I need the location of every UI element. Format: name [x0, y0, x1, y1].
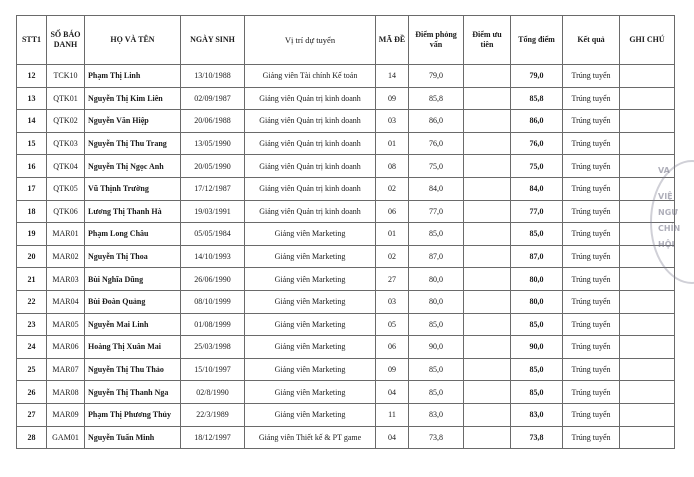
cell-stt: 22 [17, 290, 47, 313]
cell-tong-diem: 86,0 [511, 110, 563, 133]
cell-ghi-chu [620, 290, 675, 313]
cell-so-bao-danh: MAR06 [47, 336, 85, 359]
table-row [17, 110, 675, 133]
cell-tong-diem: 85,0 [511, 313, 563, 336]
cell-ket-qua: Trúng tuyển [563, 200, 620, 223]
cell-ngay-sinh: 17/12/1987 [181, 177, 245, 200]
cell-ngay-sinh: 22/3/1989 [181, 403, 245, 426]
cell-ma-de: 09 [376, 87, 409, 110]
cell-stt: 23 [17, 313, 47, 336]
table-row [17, 290, 675, 313]
cell-ho-va-ten: Nguyễn Mai Linh [85, 313, 181, 336]
cell-diem-uu-tien [464, 155, 511, 178]
cell-diem-uu-tien [464, 177, 511, 200]
header-so-bao-danh: SỐ BÁO DANH [47, 16, 85, 65]
cell-vi-tri: Giảng viên Quản trị kinh doanh [245, 132, 376, 155]
cell-ngay-sinh: 14/10/1993 [181, 245, 245, 268]
cell-ghi-chu [620, 381, 675, 404]
table-row [17, 223, 675, 246]
cell-ma-de: 27 [376, 268, 409, 291]
cell-ho-va-ten: Nguyễn Thị Thoa [85, 245, 181, 268]
cell-diem-phong-van: 85,8 [409, 87, 464, 110]
results-table [16, 15, 675, 449]
cell-ma-de: 08 [376, 155, 409, 178]
cell-ngay-sinh: 13/10/1988 [181, 65, 245, 88]
table-row [17, 200, 675, 223]
cell-ket-qua: Trúng tuyển [563, 65, 620, 88]
cell-ma-de: 04 [376, 381, 409, 404]
cell-ngay-sinh: 20/05/1990 [181, 155, 245, 178]
header-row [17, 16, 675, 65]
table-row [17, 313, 675, 336]
cell-so-bao-danh: QTK01 [47, 87, 85, 110]
cell-so-bao-danh: MAR04 [47, 290, 85, 313]
cell-ho-va-ten: Nguyễn Văn Hiệp [85, 110, 181, 133]
header-ma-de: MÃ ĐỀ [376, 16, 409, 65]
cell-stt: 26 [17, 381, 47, 404]
cell-ket-qua: Trúng tuyển [563, 336, 620, 359]
seal-text-line: VA [658, 166, 670, 175]
cell-ho-va-ten: Nguyễn Tuấn Minh [85, 426, 181, 449]
cell-stt: 15 [17, 132, 47, 155]
table-row [17, 177, 675, 200]
cell-diem-phong-van: 77,0 [409, 200, 464, 223]
table-row [17, 358, 675, 381]
cell-diem-uu-tien [464, 110, 511, 133]
cell-ngay-sinh: 26/06/1990 [181, 268, 245, 291]
cell-vi-tri: Giảng viên Marketing [245, 403, 376, 426]
cell-ket-qua: Trúng tuyển [563, 132, 620, 155]
cell-ghi-chu [620, 65, 675, 88]
cell-diem-uu-tien [464, 245, 511, 268]
cell-ho-va-ten: Bùi Nghĩa Dũng [85, 268, 181, 291]
cell-so-bao-danh: QTK02 [47, 110, 85, 133]
cell-tong-diem: 79,0 [511, 65, 563, 88]
cell-diem-uu-tien [464, 268, 511, 291]
cell-ho-va-ten: Nguyễn Thị Thu Thảo [85, 358, 181, 381]
cell-tong-diem: 80,0 [511, 290, 563, 313]
cell-stt: 19 [17, 223, 47, 246]
cell-vi-tri: Giảng viên Marketing [245, 313, 376, 336]
cell-ho-va-ten: Phạm Thị Linh [85, 65, 181, 88]
cell-stt: 28 [17, 426, 47, 449]
cell-ghi-chu [620, 358, 675, 381]
cell-vi-tri: Giảng viên Quản trị kinh doanh [245, 200, 376, 223]
cell-stt: 12 [17, 65, 47, 88]
cell-diem-uu-tien [464, 336, 511, 359]
cell-ho-va-ten: Nguyễn Thị Ngọc Anh [85, 155, 181, 178]
cell-ho-va-ten: Nguyễn Thị Thu Trang [85, 132, 181, 155]
cell-stt: 21 [17, 268, 47, 291]
cell-vi-tri: Giảng viên Quản trị kinh doanh [245, 87, 376, 110]
cell-ngay-sinh: 20/06/1988 [181, 110, 245, 133]
cell-ket-qua: Trúng tuyển [563, 87, 620, 110]
cell-diem-uu-tien [464, 200, 511, 223]
cell-tong-diem: 84,0 [511, 177, 563, 200]
cell-diem-phong-van: 85,0 [409, 358, 464, 381]
table-row [17, 268, 675, 291]
cell-vi-tri: Giảng viên Marketing [245, 336, 376, 359]
cell-vi-tri: Giảng viên Quản trị kinh doanh [245, 177, 376, 200]
cell-ngay-sinh: 02/09/1987 [181, 87, 245, 110]
cell-diem-phong-van: 87,0 [409, 245, 464, 268]
header-stt: STT1 [17, 16, 47, 65]
cell-ket-qua: Trúng tuyển [563, 223, 620, 246]
cell-ghi-chu [620, 426, 675, 449]
cell-so-bao-danh: MAR05 [47, 313, 85, 336]
cell-so-bao-danh: QTK03 [47, 132, 85, 155]
cell-vi-tri: Giảng viên Marketing [245, 358, 376, 381]
cell-vi-tri: Giảng viên Thiết kế & PT game [245, 426, 376, 449]
cell-tong-diem: 85,0 [511, 223, 563, 246]
cell-stt: 13 [17, 87, 47, 110]
cell-so-bao-danh: QTK06 [47, 200, 85, 223]
cell-ma-de: 01 [376, 132, 409, 155]
header-ngay-sinh: NGÀY SINH [181, 16, 245, 65]
table-row [17, 381, 675, 404]
table-body [17, 65, 675, 449]
cell-stt: 20 [17, 245, 47, 268]
cell-ma-de: 02 [376, 245, 409, 268]
cell-stt: 18 [17, 200, 47, 223]
cell-vi-tri: Giảng viên Marketing [245, 223, 376, 246]
cell-so-bao-danh: MAR02 [47, 245, 85, 268]
cell-ma-de: 04 [376, 426, 409, 449]
cell-ket-qua: Trúng tuyển [563, 381, 620, 404]
cell-ho-va-ten: Nguyễn Thị Thanh Nga [85, 381, 181, 404]
cell-ho-va-ten: Phạm Thị Phương Thủy [85, 403, 181, 426]
cell-vi-tri: Giảng viên Quản trị kinh doanh [245, 155, 376, 178]
cell-ghi-chu [620, 110, 675, 133]
cell-diem-phong-van: 86,0 [409, 110, 464, 133]
cell-so-bao-danh: MAR09 [47, 403, 85, 426]
cell-ghi-chu [620, 132, 675, 155]
table-row [17, 245, 675, 268]
cell-diem-phong-van: 80,0 [409, 268, 464, 291]
cell-diem-phong-van: 83,0 [409, 403, 464, 426]
cell-vi-tri: Giảng viên Tài chính Kế toán [245, 65, 376, 88]
table-row [17, 87, 675, 110]
cell-ngay-sinh: 18/12/1997 [181, 426, 245, 449]
cell-stt: 14 [17, 110, 47, 133]
cell-ket-qua: Trúng tuyển [563, 426, 620, 449]
cell-ket-qua: Trúng tuyển [563, 177, 620, 200]
cell-vi-tri: Giảng viên Marketing [245, 268, 376, 291]
table-row [17, 336, 675, 359]
cell-ket-qua: Trúng tuyển [563, 358, 620, 381]
cell-ngay-sinh: 25/03/1998 [181, 336, 245, 359]
cell-ghi-chu [620, 336, 675, 359]
cell-ho-va-ten: Phạm Long Châu [85, 223, 181, 246]
cell-vi-tri: Giảng viên Quản trị kinh doanh [245, 110, 376, 133]
cell-ma-de: 03 [376, 290, 409, 313]
cell-tong-diem: 75,0 [511, 155, 563, 178]
cell-diem-uu-tien [464, 223, 511, 246]
cell-so-bao-danh: MAR07 [47, 358, 85, 381]
cell-ma-de: 06 [376, 336, 409, 359]
seal-text-line: NGƯ [658, 208, 678, 217]
header-diem-phong-van: Điểm phỏng vấn [409, 16, 464, 65]
cell-diem-phong-van: 84,0 [409, 177, 464, 200]
cell-ma-de: 02 [376, 177, 409, 200]
cell-ma-de: 01 [376, 223, 409, 246]
cell-stt: 17 [17, 177, 47, 200]
header-ghi-chu: GHI CHÚ [620, 16, 675, 65]
cell-ma-de: 09 [376, 358, 409, 381]
table-row [17, 426, 675, 449]
cell-tong-diem: 83,0 [511, 403, 563, 426]
cell-tong-diem: 85,0 [511, 381, 563, 404]
seal-text-line: HỘI [658, 240, 675, 249]
seal-text-line: CHÍN [658, 224, 681, 233]
cell-ma-de: 06 [376, 200, 409, 223]
cell-ngay-sinh: 19/03/1991 [181, 200, 245, 223]
cell-diem-uu-tien [464, 290, 511, 313]
cell-diem-uu-tien [464, 132, 511, 155]
cell-ma-de: 03 [376, 110, 409, 133]
cell-ngay-sinh: 15/10/1997 [181, 358, 245, 381]
cell-diem-uu-tien [464, 403, 511, 426]
table-row [17, 155, 675, 178]
cell-tong-diem: 85,8 [511, 87, 563, 110]
cell-so-bao-danh: QTK05 [47, 177, 85, 200]
cell-ho-va-ten: Hoàng Thị Xuân Mai [85, 336, 181, 359]
cell-diem-phong-van: 80,0 [409, 290, 464, 313]
cell-ho-va-ten: Vũ Thịnh Trường [85, 177, 181, 200]
header-diem-uu-tien: Điểm ưu tiên [464, 16, 511, 65]
cell-tong-diem: 73,8 [511, 426, 563, 449]
header-ho-va-ten: HỌ VÀ TÊN [85, 16, 181, 65]
table-row [17, 132, 675, 155]
cell-diem-uu-tien [464, 381, 511, 404]
cell-so-bao-danh: MAR08 [47, 381, 85, 404]
cell-ket-qua: Trúng tuyển [563, 313, 620, 336]
cell-diem-phong-van: 75,0 [409, 155, 464, 178]
cell-so-bao-danh: MAR01 [47, 223, 85, 246]
cell-ma-de: 05 [376, 313, 409, 336]
cell-diem-phong-van: 85,0 [409, 381, 464, 404]
cell-so-bao-danh: MAR03 [47, 268, 85, 291]
cell-ngay-sinh: 05/05/1984 [181, 223, 245, 246]
cell-diem-phong-van: 85,0 [409, 313, 464, 336]
cell-diem-phong-van: 79,0 [409, 65, 464, 88]
cell-ket-qua: Trúng tuyển [563, 268, 620, 291]
cell-tong-diem: 77,0 [511, 200, 563, 223]
cell-stt: 25 [17, 358, 47, 381]
cell-ho-va-ten: Nguyễn Thị Kim Liên [85, 87, 181, 110]
cell-so-bao-danh: GAM01 [47, 426, 85, 449]
cell-stt: 24 [17, 336, 47, 359]
table-row [17, 403, 675, 426]
cell-ket-qua: Trúng tuyển [563, 245, 620, 268]
cell-diem-phong-van: 90,0 [409, 336, 464, 359]
cell-tong-diem: 85,0 [511, 358, 563, 381]
cell-diem-uu-tien [464, 87, 511, 110]
header-vi-tri: Vị trí dự tuyển [245, 16, 376, 65]
seal-text-line: VIỆ [658, 192, 673, 201]
cell-ma-de: 14 [376, 65, 409, 88]
cell-stt: 16 [17, 155, 47, 178]
cell-ghi-chu [620, 313, 675, 336]
cell-diem-phong-van: 73,8 [409, 426, 464, 449]
cell-ket-qua: Trúng tuyển [563, 110, 620, 133]
cell-ngay-sinh: 02/8/1990 [181, 381, 245, 404]
cell-diem-uu-tien [464, 65, 511, 88]
cell-tong-diem: 76,0 [511, 132, 563, 155]
header-ket-qua: Kết quả [563, 16, 620, 65]
cell-diem-phong-van: 76,0 [409, 132, 464, 155]
cell-tong-diem: 90,0 [511, 336, 563, 359]
cell-stt: 27 [17, 403, 47, 426]
cell-vi-tri: Giảng viên Marketing [245, 245, 376, 268]
cell-tong-diem: 80,0 [511, 268, 563, 291]
cell-ket-qua: Trúng tuyển [563, 403, 620, 426]
cell-ngay-sinh: 08/10/1999 [181, 290, 245, 313]
header-tong-diem: Tổng điểm [511, 16, 563, 65]
cell-ghi-chu [620, 403, 675, 426]
table-row [17, 65, 675, 88]
cell-vi-tri: Giảng viên Marketing [245, 381, 376, 404]
cell-ho-va-ten: Bùi Đoàn Quảng [85, 290, 181, 313]
cell-ma-de: 11 [376, 403, 409, 426]
cell-ghi-chu [620, 87, 675, 110]
cell-ngay-sinh: 13/05/1990 [181, 132, 245, 155]
cell-diem-uu-tien [464, 313, 511, 336]
cell-vi-tri: Giảng viên Marketing [245, 290, 376, 313]
cell-diem-uu-tien [464, 358, 511, 381]
cell-ket-qua: Trúng tuyển [563, 155, 620, 178]
results-sheet [16, 15, 675, 449]
cell-ket-qua: Trúng tuyển [563, 290, 620, 313]
cell-ho-va-ten: Lương Thị Thanh Hà [85, 200, 181, 223]
cell-so-bao-danh: QTK04 [47, 155, 85, 178]
cell-ngay-sinh: 01/08/1999 [181, 313, 245, 336]
cell-diem-uu-tien [464, 426, 511, 449]
cell-so-bao-danh: TCK10 [47, 65, 85, 88]
cell-tong-diem: 87,0 [511, 245, 563, 268]
cell-diem-phong-van: 85,0 [409, 223, 464, 246]
